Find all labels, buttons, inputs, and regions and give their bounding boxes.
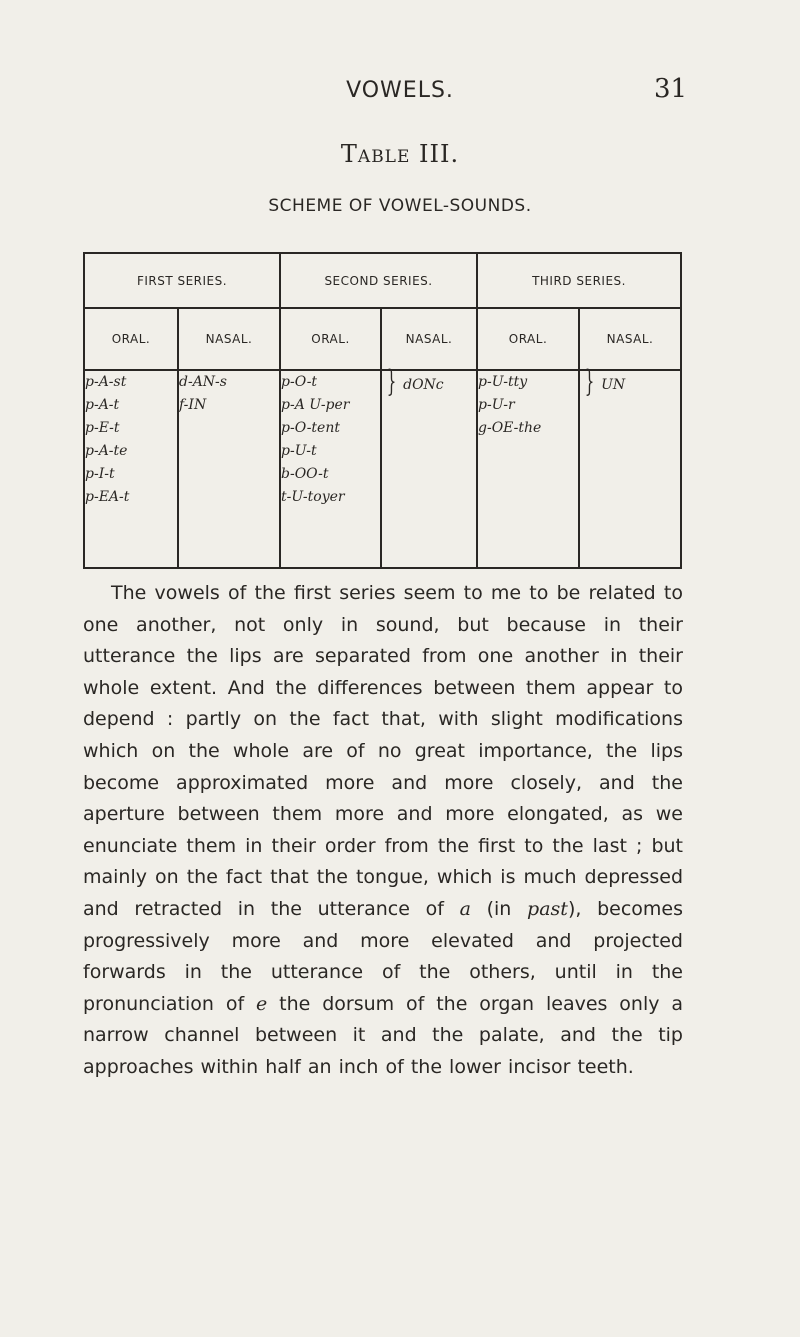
list-item: p-I-t xyxy=(85,466,115,482)
list-item: p-EA-t xyxy=(85,489,130,505)
list-item: p-A-t xyxy=(85,397,120,413)
series-first: FIRST SERIES. xyxy=(84,253,280,308)
emphasis: e xyxy=(256,992,268,1015)
list-item: b-OO-t xyxy=(281,466,329,482)
body-text xyxy=(83,578,683,1084)
subhead-third-nasal: NASAL. xyxy=(579,308,681,370)
table-title: Table III. xyxy=(340,140,460,168)
body-paragraph: The vowels of the first series seem to me to be related to one another, not only in sound, but because in their utterance the lips are separated from one another in their whole extent. And the differences between them appear to depend : partly on the fact that, with slight modifications which on the whole are of no great importance, the lips become approximated more and more closely, and the aperture between them more and more elongated, as we enunciate them in their order from the first to the last ; but mainly on the fact that the tongue, which is much depressed and retracted in the utterance of a (in past), becomes progressively more and more elevated and projected forwards in the utterance of the others, until in the pronunciation of e the dorsum of the organ leaves only a narrow channel between it and the palate, and the tip approaches within half an inch of the lower incisor teeth. xyxy=(83,582,683,1078)
list-item: d-AN-s xyxy=(179,374,227,390)
list-item: p-U-tty xyxy=(478,374,528,390)
subhead-third-oral: ORAL. xyxy=(477,308,579,370)
list-item: t-U-toyer xyxy=(281,489,345,505)
subhead-second-oral: ORAL. xyxy=(280,308,381,370)
second-oral-cell xyxy=(280,370,381,568)
emphasis: a xyxy=(459,897,471,920)
third-oral-cell xyxy=(477,370,579,568)
series-second: SECOND SERIES. xyxy=(280,253,477,308)
list-item: p-A U-per xyxy=(281,397,350,413)
list-item: p-U-t xyxy=(281,443,317,459)
list-item: p-A-te xyxy=(85,443,128,459)
page-number: 31 xyxy=(654,74,688,104)
vowel-table xyxy=(83,252,682,569)
third-nasal-cell xyxy=(579,364,681,568)
brace-icon: } xyxy=(386,364,397,399)
first-oral-cell xyxy=(84,370,178,568)
table-body-row xyxy=(84,370,681,568)
first-nasal-cell xyxy=(178,370,280,568)
list-item: UN xyxy=(601,376,626,393)
subhead-first-oral: ORAL. xyxy=(84,308,178,370)
running-title: VOWELS. xyxy=(346,78,454,103)
subhead-second-nasal: NASAL. xyxy=(381,308,477,370)
running-head xyxy=(0,74,800,108)
list-item: p-O-t xyxy=(281,374,318,390)
table-subtitle: SCHEME OF VOWEL-SOUNDS. xyxy=(268,196,532,216)
list-item: f-IN xyxy=(179,397,207,413)
list-item: p-O-tent xyxy=(281,420,340,436)
series-header-row xyxy=(84,253,681,308)
list-item: g-OE-the xyxy=(478,420,542,436)
emphasis: past xyxy=(527,897,568,920)
subhead-row xyxy=(84,308,681,370)
list-item: p-A-st xyxy=(85,374,127,390)
brace-icon: } xyxy=(584,364,595,399)
list-item: p-E-t xyxy=(85,420,120,436)
second-nasal-cell xyxy=(381,364,477,568)
list-item: dONc xyxy=(403,376,444,393)
subhead-first-nasal: NASAL. xyxy=(178,308,280,370)
list-item: p-U-r xyxy=(478,397,515,413)
series-third: THIRD SERIES. xyxy=(477,253,681,308)
